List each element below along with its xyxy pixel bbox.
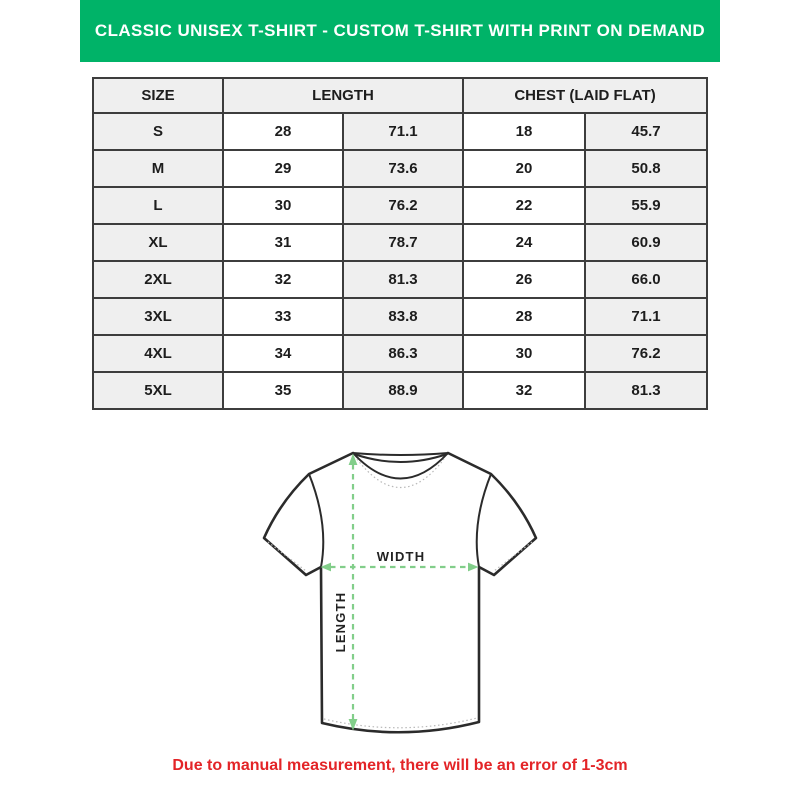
table-row bbox=[93, 150, 707, 187]
tshirt-diagram bbox=[250, 440, 550, 740]
measurement-error-note: Due to manual measurement, there will be an error of 1-3cm bbox=[172, 757, 628, 774]
length-in-cell: 33 bbox=[223, 298, 343, 335]
col-header-length: LENGTH bbox=[223, 78, 463, 113]
tshirt-outline bbox=[264, 453, 536, 732]
chest-in-cell: 32 bbox=[463, 372, 585, 409]
table-row bbox=[93, 298, 707, 335]
title-banner bbox=[80, 0, 720, 62]
size-cell: XL bbox=[93, 224, 223, 261]
collar-stitch-line bbox=[357, 459, 444, 488]
length-in-cell: 30 bbox=[223, 187, 343, 224]
table-row bbox=[93, 335, 707, 372]
chest-cm-cell: 81.3 bbox=[585, 372, 707, 409]
chest-cm-cell: 50.8 bbox=[585, 150, 707, 187]
length-in-cell: 31 bbox=[223, 224, 343, 261]
length-in-cell: 34 bbox=[223, 335, 343, 372]
length-in-cell: 28 bbox=[223, 113, 343, 150]
arrow-right-icon bbox=[468, 563, 479, 572]
table-row bbox=[93, 372, 707, 409]
chest-in-cell: 30 bbox=[463, 335, 585, 372]
length-in-cell: 35 bbox=[223, 372, 343, 409]
table-header-row bbox=[93, 78, 707, 113]
col-header-size: SIZE bbox=[93, 78, 223, 113]
length-in-cell: 32 bbox=[223, 261, 343, 298]
table-row bbox=[93, 224, 707, 261]
chest-cm-cell: 60.9 bbox=[585, 224, 707, 261]
width-label: WIDTH bbox=[376, 549, 426, 564]
length-cm-cell: 86.3 bbox=[343, 335, 463, 372]
chest-cm-cell: 66.0 bbox=[585, 261, 707, 298]
size-cell: 4XL bbox=[93, 335, 223, 372]
chest-in-cell: 20 bbox=[463, 150, 585, 187]
table-row bbox=[93, 113, 707, 150]
length-cm-cell: 71.1 bbox=[343, 113, 463, 150]
chest-in-cell: 28 bbox=[463, 298, 585, 335]
length-cm-cell: 83.8 bbox=[343, 298, 463, 335]
size-cell: L bbox=[93, 187, 223, 224]
length-cm-cell: 78.7 bbox=[343, 224, 463, 261]
length-label: LENGTH bbox=[333, 591, 348, 653]
chest-cm-cell: 45.7 bbox=[585, 113, 707, 150]
size-chart-table bbox=[92, 77, 708, 410]
length-cm-cell: 81.3 bbox=[343, 261, 463, 298]
chest-in-cell: 24 bbox=[463, 224, 585, 261]
size-cell: M bbox=[93, 150, 223, 187]
page-title: CLASSIC UNISEX T-SHIRT - CUSTOM T-SHIRT WITH PRINT ON DEMAND bbox=[94, 21, 706, 40]
length-cm-cell: 76.2 bbox=[343, 187, 463, 224]
length-cm-cell: 73.6 bbox=[343, 150, 463, 187]
chest-cm-cell: 71.1 bbox=[585, 298, 707, 335]
table-row bbox=[93, 261, 707, 298]
chest-cm-cell: 76.2 bbox=[585, 335, 707, 372]
size-cell: S bbox=[93, 113, 223, 150]
length-in-cell: 29 bbox=[223, 150, 343, 187]
size-cell: 2XL bbox=[93, 261, 223, 298]
length-cm-cell: 88.9 bbox=[343, 372, 463, 409]
chest-in-cell: 22 bbox=[463, 187, 585, 224]
table-row bbox=[93, 187, 707, 224]
chest-cm-cell: 55.9 bbox=[585, 187, 707, 224]
chest-in-cell: 18 bbox=[463, 113, 585, 150]
size-cell: 3XL bbox=[93, 298, 223, 335]
col-header-chest: CHEST (LAID FLAT) bbox=[463, 78, 707, 113]
chest-in-cell: 26 bbox=[463, 261, 585, 298]
length-arrow bbox=[349, 454, 358, 731]
size-cell: 5XL bbox=[93, 372, 223, 409]
